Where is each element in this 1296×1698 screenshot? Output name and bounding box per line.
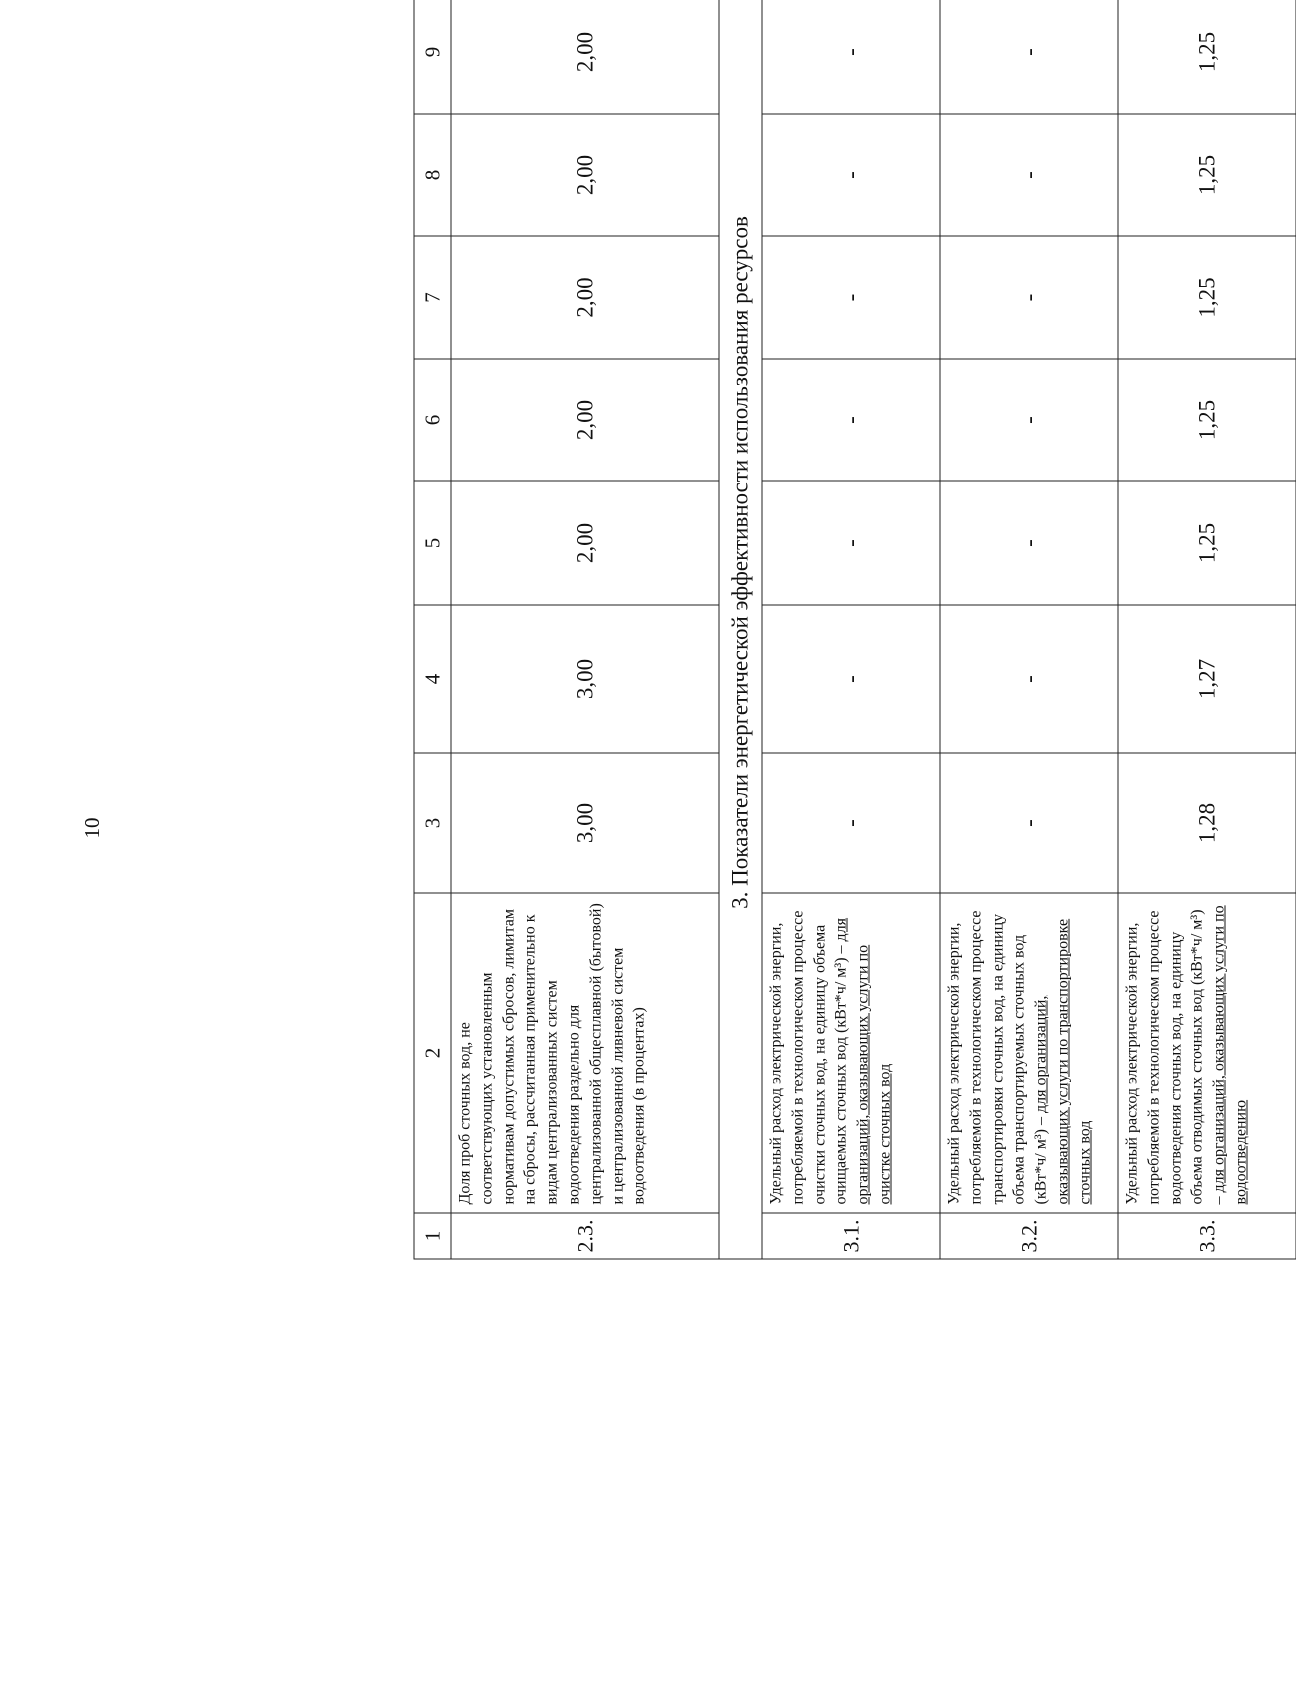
column-number: 7 (414, 236, 451, 359)
row-number: 2.3. (451, 1213, 719, 1259)
row-number: 3.3. (1118, 1213, 1296, 1259)
column-number: 8 (414, 114, 451, 236)
rotated-table-container (413, 0, 1273, 1259)
value-cell: - (940, 753, 1118, 893)
value-cell: - (940, 605, 1118, 753)
value-cell: - (940, 236, 1118, 359)
value-cell: 1,25 (1118, 0, 1296, 114)
column-number-row (414, 0, 451, 1259)
row-description: Удельный расход электрической энергии, потребляемой в технологическом процессе водоотведения сточных вод, на единицу объема отводимых сточных вод (кВт*ч/ м³) – для организаций, оказывающих услуги по водоотведению (1118, 893, 1296, 1213)
value-cell: - (762, 359, 940, 481)
table-row (762, 0, 940, 1259)
section-title: 3. Показатели энергетической эффективности использования ресурсов (719, 0, 762, 1259)
value-cell: 2,00 (451, 481, 719, 605)
value-cell: - (762, 753, 940, 893)
page-number: 10 (80, 817, 104, 839)
column-number: 1 (414, 1213, 451, 1259)
value-cell: 1,28 (1118, 753, 1296, 893)
row-description: Удельный расход электрической энергии, потребляемой в технологическом процессе очистки сточных вод, на единицу объема очищаемых сточных вод (кВт*ч/ м³) – для организаций, оказывающих услуги по очистке сточных вод (762, 893, 940, 1213)
row-description: Удельный расход электрической энергии, потребляемой в технологическом процессе транспортировки сточных вод, на единицу объема транспортируемых сточных вод (кВт*ч/ м³) – для организаций, оказывающих услуги по транспортировке сточных вод (940, 893, 1118, 1213)
column-number: 5 (414, 481, 451, 605)
table-row (1118, 0, 1296, 1259)
value-cell: - (762, 236, 940, 359)
value-cell: 1,25 (1118, 236, 1296, 359)
value-cell: 2,00 (451, 0, 719, 114)
value-cell: - (762, 605, 940, 753)
column-number: 6 (414, 359, 451, 481)
value-cell: 1,27 (1118, 605, 1296, 753)
table-row (451, 0, 719, 1259)
column-number: 3 (414, 753, 451, 893)
row-number: 3.1. (762, 1213, 940, 1259)
value-cell: - (762, 114, 940, 236)
value-cell: - (940, 359, 1118, 481)
value-cell: - (762, 481, 940, 605)
column-number: 4 (414, 605, 451, 753)
value-cell: 2,00 (451, 359, 719, 481)
row-number: 3.2. (940, 1213, 1118, 1259)
value-cell: - (940, 0, 1118, 114)
row-description: Доля проб сточных вод, не соответствующих установленным нормативам допустимых сбросов, лимитам на сбросы, рассчитанная применительно к видам централизованных систем водоотведения раздельно для централизованной общесплавной (бытовой) и централизованной ливневой систем водоотведения (в процентах) (451, 893, 719, 1213)
section-header-row (719, 0, 762, 1259)
value-cell: - (940, 481, 1118, 605)
value-cell: - (940, 114, 1118, 236)
value-cell: 2,00 (451, 114, 719, 236)
indicators-table (413, 0, 1296, 1259)
value-cell: 1,25 (1118, 481, 1296, 605)
value-cell: 3,00 (451, 753, 719, 893)
value-cell: 2,00 (451, 236, 719, 359)
value-cell: 1,25 (1118, 114, 1296, 236)
table-row (940, 0, 1118, 1259)
column-number: 2 (414, 893, 451, 1213)
value-cell: 1,25 (1118, 359, 1296, 481)
value-cell: 3,00 (451, 605, 719, 753)
column-number: 9 (414, 0, 451, 114)
value-cell: - (762, 0, 940, 114)
